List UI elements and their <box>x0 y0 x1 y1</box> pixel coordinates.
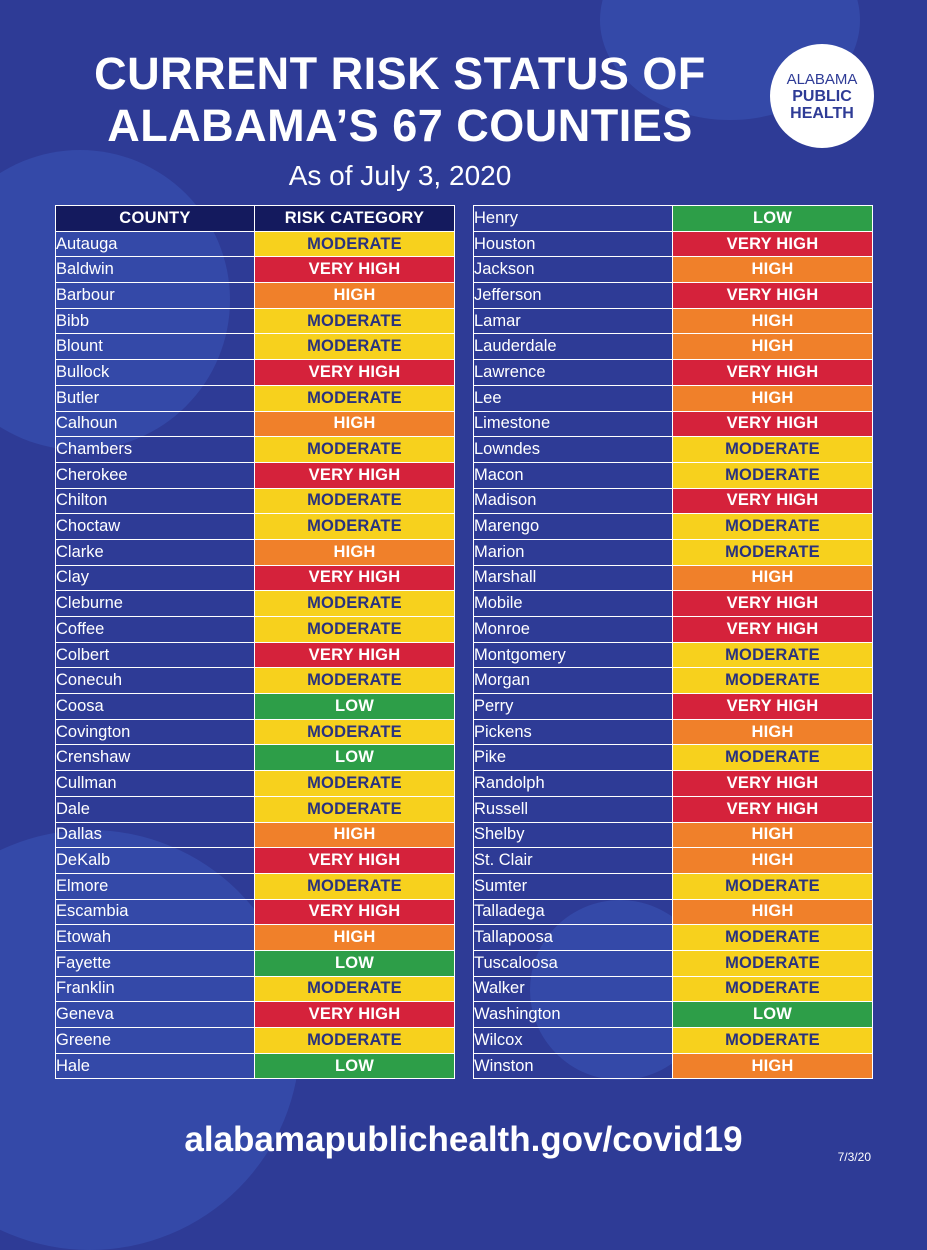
table-row <box>56 771 455 797</box>
risk-category: MODERATE <box>255 334 455 360</box>
county-name: Barbour <box>56 283 255 309</box>
county-name: Cullman <box>56 771 255 797</box>
table-row <box>56 231 455 257</box>
county-name: Tallapoosa <box>474 925 673 951</box>
table-row <box>474 539 873 565</box>
table-row <box>56 642 455 668</box>
table-row <box>474 976 873 1002</box>
risk-category: VERY HIGH <box>673 694 873 720</box>
county-name: Lawrence <box>474 360 673 386</box>
county-name: Coffee <box>56 617 255 643</box>
table-row <box>474 796 873 822</box>
county-name: Cherokee <box>56 462 255 488</box>
table-row <box>56 539 455 565</box>
county-name: Coosa <box>56 694 255 720</box>
county-name: Escambia <box>56 899 255 925</box>
risk-category: HIGH <box>673 257 873 283</box>
risk-category: MODERATE <box>673 668 873 694</box>
risk-category: VERY HIGH <box>673 591 873 617</box>
table-row <box>474 283 873 309</box>
county-name: Mobile <box>474 591 673 617</box>
logo-line-1: ALABAMA <box>786 70 858 88</box>
risk-category: MODERATE <box>255 976 455 1002</box>
risk-category: HIGH <box>673 308 873 334</box>
table-row <box>474 1002 873 1028</box>
county-name: Geneva <box>56 1002 255 1028</box>
title-line-1: CURRENT RISK STATUS OF <box>94 48 706 99</box>
table-row <box>56 565 455 591</box>
county-name: Washington <box>474 1002 673 1028</box>
table-row <box>474 719 873 745</box>
table-row <box>474 899 873 925</box>
risk-category: LOW <box>673 206 873 232</box>
county-name: Randolph <box>474 771 673 797</box>
table-row <box>56 385 455 411</box>
county-name: Lamar <box>474 308 673 334</box>
risk-category: LOW <box>255 1053 455 1079</box>
county-name: Madison <box>474 488 673 514</box>
county-name: Clay <box>56 565 255 591</box>
county-name: Calhoun <box>56 411 255 437</box>
risk-category: HIGH <box>673 1053 873 1079</box>
county-name: Jefferson <box>474 283 673 309</box>
risk-category: VERY HIGH <box>673 488 873 514</box>
table-row <box>474 257 873 283</box>
risk-category: VERY HIGH <box>255 360 455 386</box>
county-name: Colbert <box>56 642 255 668</box>
table-row <box>474 668 873 694</box>
title-line-2: ALABAMA’S 67 COUNTIES <box>107 100 693 151</box>
county-name: Winston <box>474 1053 673 1079</box>
county-name: Clarke <box>56 539 255 565</box>
table-row <box>56 283 455 309</box>
risk-category: LOW <box>255 745 455 771</box>
risk-category: HIGH <box>255 539 455 565</box>
table-row <box>474 950 873 976</box>
logo-line-2: PUBLIC <box>792 87 852 105</box>
risk-category: MODERATE <box>255 385 455 411</box>
alabama-public-health-logo <box>770 44 874 148</box>
risk-category: MODERATE <box>255 668 455 694</box>
risk-category: MODERATE <box>673 514 873 540</box>
risk-category: HIGH <box>673 565 873 591</box>
risk-category: HIGH <box>673 334 873 360</box>
county-name: Choctaw <box>56 514 255 540</box>
risk-category: MODERATE <box>673 437 873 463</box>
risk-category: VERY HIGH <box>673 360 873 386</box>
risk-category: HIGH <box>673 899 873 925</box>
table-row <box>56 617 455 643</box>
table-row <box>56 360 455 386</box>
risk-category: VERY HIGH <box>673 796 873 822</box>
footer-date: 7/3/20 <box>837 1150 871 1164</box>
county-name: Lee <box>474 385 673 411</box>
risk-column-header: RISK CATEGORY <box>255 206 455 232</box>
table-row <box>56 719 455 745</box>
county-name: Talladega <box>474 899 673 925</box>
county-name: Baldwin <box>56 257 255 283</box>
table-row <box>474 360 873 386</box>
county-name: Greene <box>56 1028 255 1054</box>
risk-category: HIGH <box>255 411 455 437</box>
risk-category: HIGH <box>673 822 873 848</box>
risk-category: MODERATE <box>255 873 455 899</box>
risk-category: MODERATE <box>673 539 873 565</box>
risk-category: VERY HIGH <box>255 1002 455 1028</box>
county-name: DeKalb <box>56 848 255 874</box>
table-row <box>474 822 873 848</box>
risk-category: MODERATE <box>255 1028 455 1054</box>
table-row <box>474 385 873 411</box>
county-table-left <box>55 205 455 1079</box>
risk-category: MODERATE <box>673 745 873 771</box>
county-name: Fayette <box>56 950 255 976</box>
county-column-header: COUNTY <box>56 206 255 232</box>
county-name: Russell <box>474 796 673 822</box>
county-name: Macon <box>474 462 673 488</box>
table-row <box>474 488 873 514</box>
risk-category: VERY HIGH <box>255 257 455 283</box>
county-name: Autauga <box>56 231 255 257</box>
county-name: Jackson <box>474 257 673 283</box>
county-name: Etowah <box>56 925 255 951</box>
table-row <box>56 334 455 360</box>
table-row <box>474 1053 873 1079</box>
risk-category: MODERATE <box>673 950 873 976</box>
county-name: Henry <box>474 206 673 232</box>
county-name: Montgomery <box>474 642 673 668</box>
county-name: Chilton <box>56 488 255 514</box>
table-row <box>474 231 873 257</box>
risk-category: HIGH <box>255 283 455 309</box>
county-name: Perry <box>474 694 673 720</box>
table-row <box>474 771 873 797</box>
risk-category: VERY HIGH <box>255 899 455 925</box>
table-row <box>56 694 455 720</box>
risk-category: HIGH <box>673 848 873 874</box>
risk-category: VERY HIGH <box>255 642 455 668</box>
risk-category: HIGH <box>673 385 873 411</box>
table-row <box>56 822 455 848</box>
table-row <box>56 899 455 925</box>
table-row <box>474 694 873 720</box>
table-row <box>474 462 873 488</box>
risk-category: MODERATE <box>673 462 873 488</box>
county-name: Butler <box>56 385 255 411</box>
table-row <box>56 1028 455 1054</box>
county-name: Marion <box>474 539 673 565</box>
risk-category: MODERATE <box>673 873 873 899</box>
risk-category: MODERATE <box>673 1028 873 1054</box>
table-row <box>474 514 873 540</box>
table-row <box>56 668 455 694</box>
table-row <box>56 745 455 771</box>
table-row <box>56 796 455 822</box>
county-name: Lauderdale <box>474 334 673 360</box>
risk-category: LOW <box>255 950 455 976</box>
table-row <box>56 437 455 463</box>
table-row <box>474 1028 873 1054</box>
county-name: Franklin <box>56 976 255 1002</box>
table-row <box>474 437 873 463</box>
table-row <box>56 925 455 951</box>
table-row <box>474 411 873 437</box>
county-name: Blount <box>56 334 255 360</box>
risk-category: MODERATE <box>255 617 455 643</box>
county-name: Houston <box>474 231 673 257</box>
table-row <box>56 873 455 899</box>
table-row <box>474 873 873 899</box>
table-row <box>56 848 455 874</box>
county-name: Bullock <box>56 360 255 386</box>
table-row <box>56 950 455 976</box>
table-row <box>56 411 455 437</box>
county-name: Chambers <box>56 437 255 463</box>
county-name: Pickens <box>474 719 673 745</box>
table-row <box>56 257 455 283</box>
table-row <box>474 617 873 643</box>
risk-category: MODERATE <box>255 591 455 617</box>
table-row <box>474 925 873 951</box>
risk-category: MODERATE <box>255 719 455 745</box>
table-row <box>474 308 873 334</box>
county-name: Covington <box>56 719 255 745</box>
risk-category: HIGH <box>255 925 455 951</box>
risk-category: MODERATE <box>255 771 455 797</box>
county-name: Tuscaloosa <box>474 950 673 976</box>
table-row <box>56 514 455 540</box>
county-name: Dale <box>56 796 255 822</box>
county-name: Elmore <box>56 873 255 899</box>
risk-category: VERY HIGH <box>673 283 873 309</box>
county-name: Shelby <box>474 822 673 848</box>
as-of-date: As of July 3, 2020 <box>288 160 512 191</box>
table-row <box>474 206 873 232</box>
risk-category: HIGH <box>673 719 873 745</box>
risk-category: VERY HIGH <box>255 848 455 874</box>
risk-category: LOW <box>673 1002 873 1028</box>
risk-category: VERY HIGH <box>255 462 455 488</box>
table-row <box>56 488 455 514</box>
county-name: Lowndes <box>474 437 673 463</box>
risk-category: MODERATE <box>255 796 455 822</box>
county-name: Conecuh <box>56 668 255 694</box>
table-row <box>474 334 873 360</box>
table-row <box>474 642 873 668</box>
county-name: Sumter <box>474 873 673 899</box>
table-row <box>56 591 455 617</box>
county-name: Pike <box>474 745 673 771</box>
footer-url: alabamapublichealth.gov/covid19 <box>184 1120 743 1159</box>
risk-category: VERY HIGH <box>673 771 873 797</box>
page-title <box>40 48 760 152</box>
risk-category: MODERATE <box>255 514 455 540</box>
table-row <box>56 1002 455 1028</box>
table-row <box>474 848 873 874</box>
county-name: Marshall <box>474 565 673 591</box>
table-header-row <box>56 206 455 232</box>
risk-category: VERY HIGH <box>673 411 873 437</box>
risk-category: VERY HIGH <box>255 565 455 591</box>
risk-category: MODERATE <box>673 642 873 668</box>
logo-line-3: HEALTH <box>790 104 854 122</box>
table-row <box>474 591 873 617</box>
risk-category: MODERATE <box>673 925 873 951</box>
table-row <box>56 976 455 1002</box>
county-name: Wilcox <box>474 1028 673 1054</box>
risk-category: VERY HIGH <box>673 617 873 643</box>
table-row <box>474 565 873 591</box>
risk-category: MODERATE <box>255 231 455 257</box>
county-name: Marengo <box>474 514 673 540</box>
risk-category: MODERATE <box>673 976 873 1002</box>
risk-category: LOW <box>255 694 455 720</box>
county-name: Morgan <box>474 668 673 694</box>
table-row <box>56 1053 455 1079</box>
county-name: Monroe <box>474 617 673 643</box>
county-name: St. Clair <box>474 848 673 874</box>
county-name: Crenshaw <box>56 745 255 771</box>
county-table-right <box>473 205 873 1079</box>
table-row <box>474 745 873 771</box>
risk-category: MODERATE <box>255 308 455 334</box>
risk-category: MODERATE <box>255 488 455 514</box>
table-row <box>56 462 455 488</box>
county-name: Cleburne <box>56 591 255 617</box>
county-name: Walker <box>474 976 673 1002</box>
county-name: Limestone <box>474 411 673 437</box>
risk-category: MODERATE <box>255 437 455 463</box>
risk-category: VERY HIGH <box>673 231 873 257</box>
county-name: Hale <box>56 1053 255 1079</box>
county-name: Dallas <box>56 822 255 848</box>
risk-category: HIGH <box>255 822 455 848</box>
county-name: Bibb <box>56 308 255 334</box>
table-row <box>56 308 455 334</box>
